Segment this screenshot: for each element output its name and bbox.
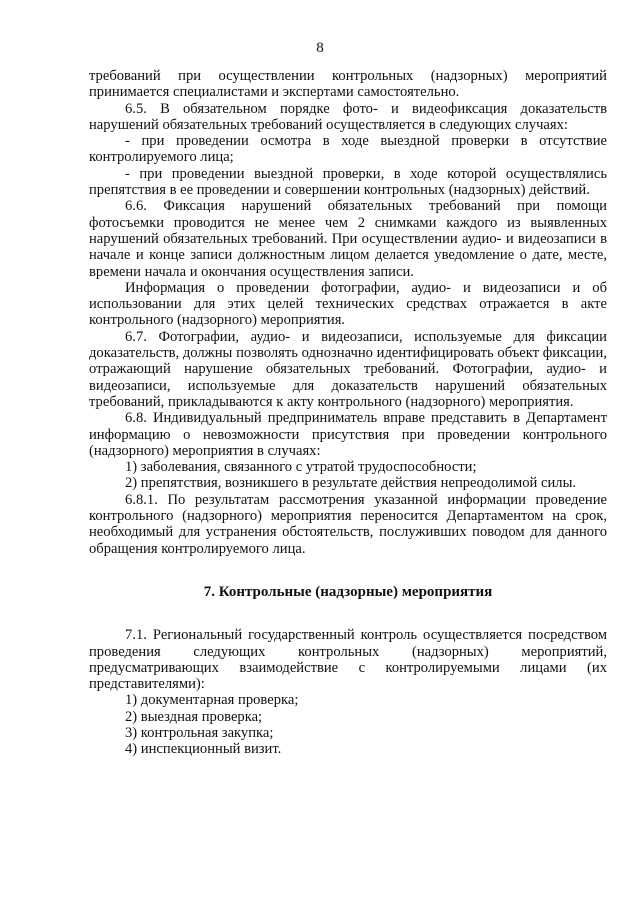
section-heading: 7. Контрольные (надзорные) мероприятия bbox=[203, 583, 493, 600]
page-number: 8 bbox=[316, 40, 324, 56]
document-body bbox=[89, 68, 607, 758]
para-6-6: 6.6. Фиксация нарушений обязательных требований при помощи фотосъемки проводится не менее чем 2 снимками каждого из выявленных нарушений обязательных требований. При осуществлении аудио- и видеозаписи в начале и конце записи должностным лицом делается уведомление о дате, месте, времени начала и окончания осуществления записи. bbox=[89, 198, 607, 280]
para-6-8-item-1: 1) заболевания, связанного с утратой трудоспособности; bbox=[125, 459, 477, 476]
section-7-text bbox=[89, 627, 607, 692]
list-item: 1) документарная проверка; bbox=[125, 692, 299, 709]
list-item: 2) выездная проверка; bbox=[125, 708, 263, 725]
para-7-1: 7.1. Региональный государственный контроль осуществляется посредством проведения следующих контрольных (надзорных) мероприятий, предусматривающих взаимодействие с контролируемыми лицами (их представителями): bbox=[89, 627, 607, 693]
para-6-7: 6.7. Фотографии, аудио- и видеозаписи, используемые для фиксации доказательств, должны позволять однозначно идентифицировать объект фиксации, отражающий нарушение обязательных требований. Фотографии, аудио- и видеозаписи, используемые для доказательств нарушений обязательных требований, прикладываются к акту контрольного (надзорного) мероприятия. bbox=[89, 328, 607, 410]
para-6-8-item-2: 2) препятствия, возникшего в результате действия непреодолимой силы. bbox=[125, 475, 577, 492]
para-6-8-1: 6.8.1. По результатам рассмотрения указанной информации проведение контрольного (надзорного) мероприятия переносится Департаментом на срок, необходимый для устранения обстоятельств, послуживших поводом для данного обращения контролируемого лица. bbox=[89, 491, 607, 557]
para-6-5: 6.5. В обязательном порядке фото- и видеофиксация доказательств нарушений обязательных требований осуществляется в следующих случаях: bbox=[89, 100, 607, 133]
para-6-5-item-1: - при проведении осмотра в ходе выездной проверки в отсутствие контролируемого лица; bbox=[89, 133, 607, 166]
list-item: 3) контрольная закупка; bbox=[125, 724, 274, 741]
para-6-6-info: Информация о проведении фотографии, аудио- и видеозаписи и об использовании для этих целей технических средствах отражается в акте контрольного (надзорного) мероприятия. bbox=[89, 279, 607, 329]
para-6-8: 6.8. Индивидуальный предприниматель вправе представить в Департамент информацию о невозможности присутствия при проведении контрольного (надзорного) мероприятия в случаях: bbox=[89, 410, 607, 459]
section-6-text bbox=[89, 68, 607, 557]
para-continuation: требований при осуществлении контрольных (надзорных) мероприятий принимается специалистами и экспертами самостоятельно. bbox=[89, 68, 607, 101]
list-item: 4) инспекционный визит. bbox=[125, 741, 282, 758]
control-measures-list bbox=[89, 692, 607, 757]
para-6-5-item-2: - при проведении выездной проверки, в ходе которой осуществлялись препятствия в ее проведении и совершении контрольных (надзорных) действий. bbox=[89, 165, 607, 199]
